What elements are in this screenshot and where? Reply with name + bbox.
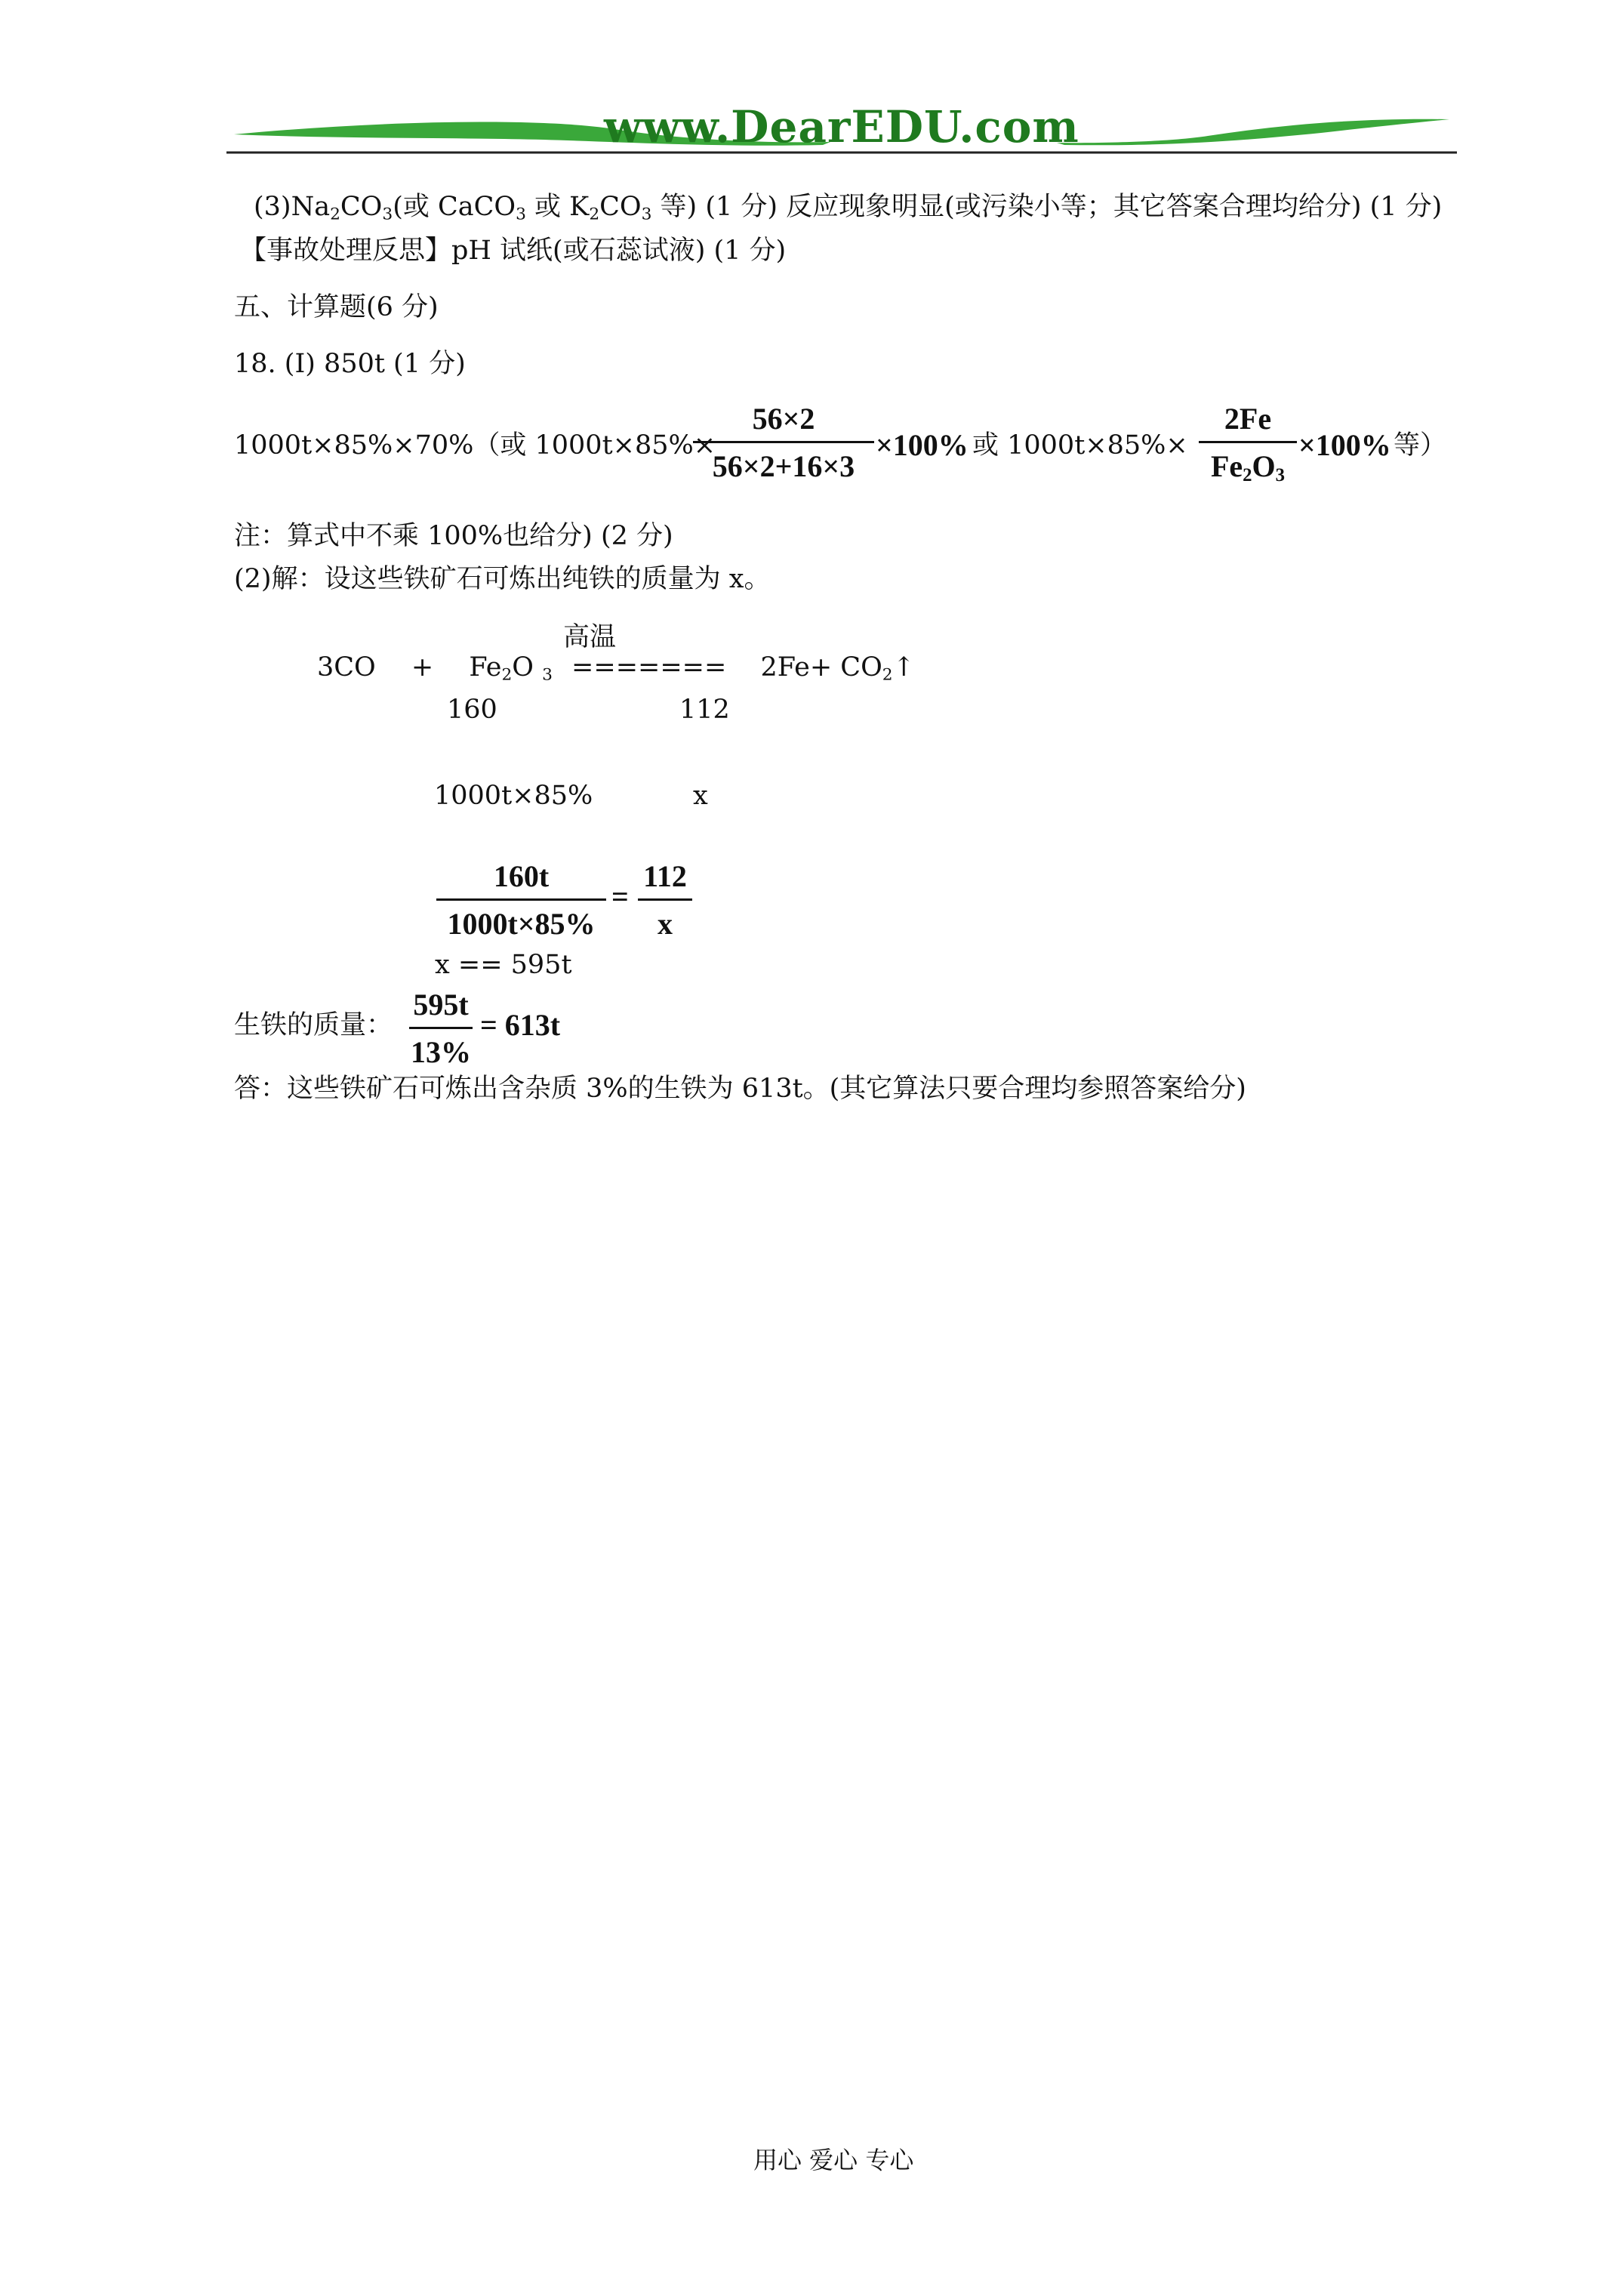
calc-text-d: ×100%	[1298, 428, 1391, 462]
question-18-part1: 18. (I) 850t (1 分)	[234, 349, 466, 379]
fraction-bar	[693, 441, 874, 443]
answer-line-3	[254, 190, 1442, 223]
fraction-bar	[436, 898, 606, 901]
equation-condition: 高温	[563, 622, 617, 652]
fraction-2-numerator: 2Fe	[1224, 402, 1272, 436]
text: 等) (1 分) 反应现象明显(或污染小等；其它答案合理均给分) (1 分)	[651, 192, 1443, 222]
subscript: 2	[501, 665, 513, 685]
amount-fe: x	[693, 781, 708, 811]
subscript: 2	[1243, 465, 1252, 486]
subscript: 3	[542, 665, 553, 685]
fraction-1-numerator: 56×2	[752, 402, 815, 436]
note-line: 注：算式中不乘 100%也给分) (2 分)	[234, 521, 673, 551]
fraction-bar	[638, 898, 692, 901]
calc-text-a: 1000t×85%×70%（或 1000t×85%×	[234, 430, 716, 461]
calc-text-c: 或 1000t×85%×	[972, 430, 1188, 461]
text: O	[1252, 449, 1276, 483]
text: O	[512, 652, 543, 683]
equals-sign: =======	[571, 652, 727, 683]
up-arrow-icon: ↑	[892, 652, 915, 683]
products	[760, 652, 914, 683]
ratio-fraction-left	[436, 858, 606, 943]
calc-line	[234, 400, 1487, 506]
page-footer: 用心 爱心 专心	[753, 2146, 914, 2174]
section-heading: 五、计算题(6 分)	[234, 292, 439, 322]
solve-line: (2)解：设这些铁矿石可炼出纯铁的质量为 x。	[234, 564, 771, 594]
fraction-2	[1199, 400, 1297, 485]
subscript: 3	[382, 205, 393, 224]
subscript: 2	[882, 665, 893, 685]
answer-line: 答：这些铁矿石可炼出含杂质 3%的生铁为 613t。(其它算法只要合理均参照答案给分)	[234, 1074, 1246, 1104]
molar-mass-fe2o3: 160	[447, 695, 497, 725]
molar-mass-fe: 112	[679, 695, 730, 725]
subscript: 3	[641, 205, 652, 224]
result-x: x == 595t	[435, 950, 572, 980]
ratio-equals: =	[611, 880, 629, 914]
subscript: 2	[589, 205, 600, 224]
pig-iron-result: = 613t	[480, 1008, 561, 1042]
fraction-bar	[409, 1027, 473, 1029]
ratio-left-denominator: 1000t×85%	[447, 907, 596, 941]
text: (或 CaCO	[393, 192, 516, 222]
text: CO	[599, 192, 642, 222]
calc-text-e: 等）	[1394, 430, 1447, 461]
fraction-2-denominator	[1199, 448, 1297, 485]
site-logo: www.DearEDU.com	[604, 101, 1079, 153]
text: 或 K	[525, 192, 590, 222]
fraction-bar	[1199, 441, 1297, 443]
subscript: 3	[516, 205, 526, 224]
pig-iron-fraction	[409, 986, 473, 1071]
subscript: 2	[330, 205, 340, 224]
reactant-co: 3CO	[317, 652, 376, 683]
fraction-1-denominator: 56×2+16×3	[712, 449, 855, 483]
fraction-1	[693, 400, 874, 485]
header-banner	[226, 101, 1457, 159]
text: Fe	[1210, 449, 1243, 483]
pig-iron-numerator: 595t	[413, 988, 469, 1022]
chemical-equation	[317, 651, 915, 684]
pig-iron-label: 生铁的质量：	[234, 1010, 393, 1040]
text: Fe	[469, 652, 502, 683]
text: CO	[340, 192, 383, 222]
text: 2Fe+ CO	[760, 652, 882, 683]
reflection-line: 【事故处理反思】pH 试纸(或石蕊试液) (1 分)	[240, 236, 787, 266]
calc-text-b: ×100%	[876, 428, 969, 462]
ratio-right-numerator: 112	[643, 859, 687, 893]
subscript: 3	[1275, 465, 1286, 486]
ratio-right-denominator: x	[658, 907, 673, 941]
plus-sign: +	[411, 652, 434, 683]
amount-fe2o3: 1000t×85%	[434, 781, 593, 811]
ratio-left-numerator: 160t	[493, 859, 550, 893]
text: (3)Na	[254, 192, 331, 222]
reactant-fe2o3	[469, 652, 553, 683]
ratio-fraction-right	[638, 858, 692, 943]
pig-iron-denominator: 13%	[411, 1035, 471, 1069]
